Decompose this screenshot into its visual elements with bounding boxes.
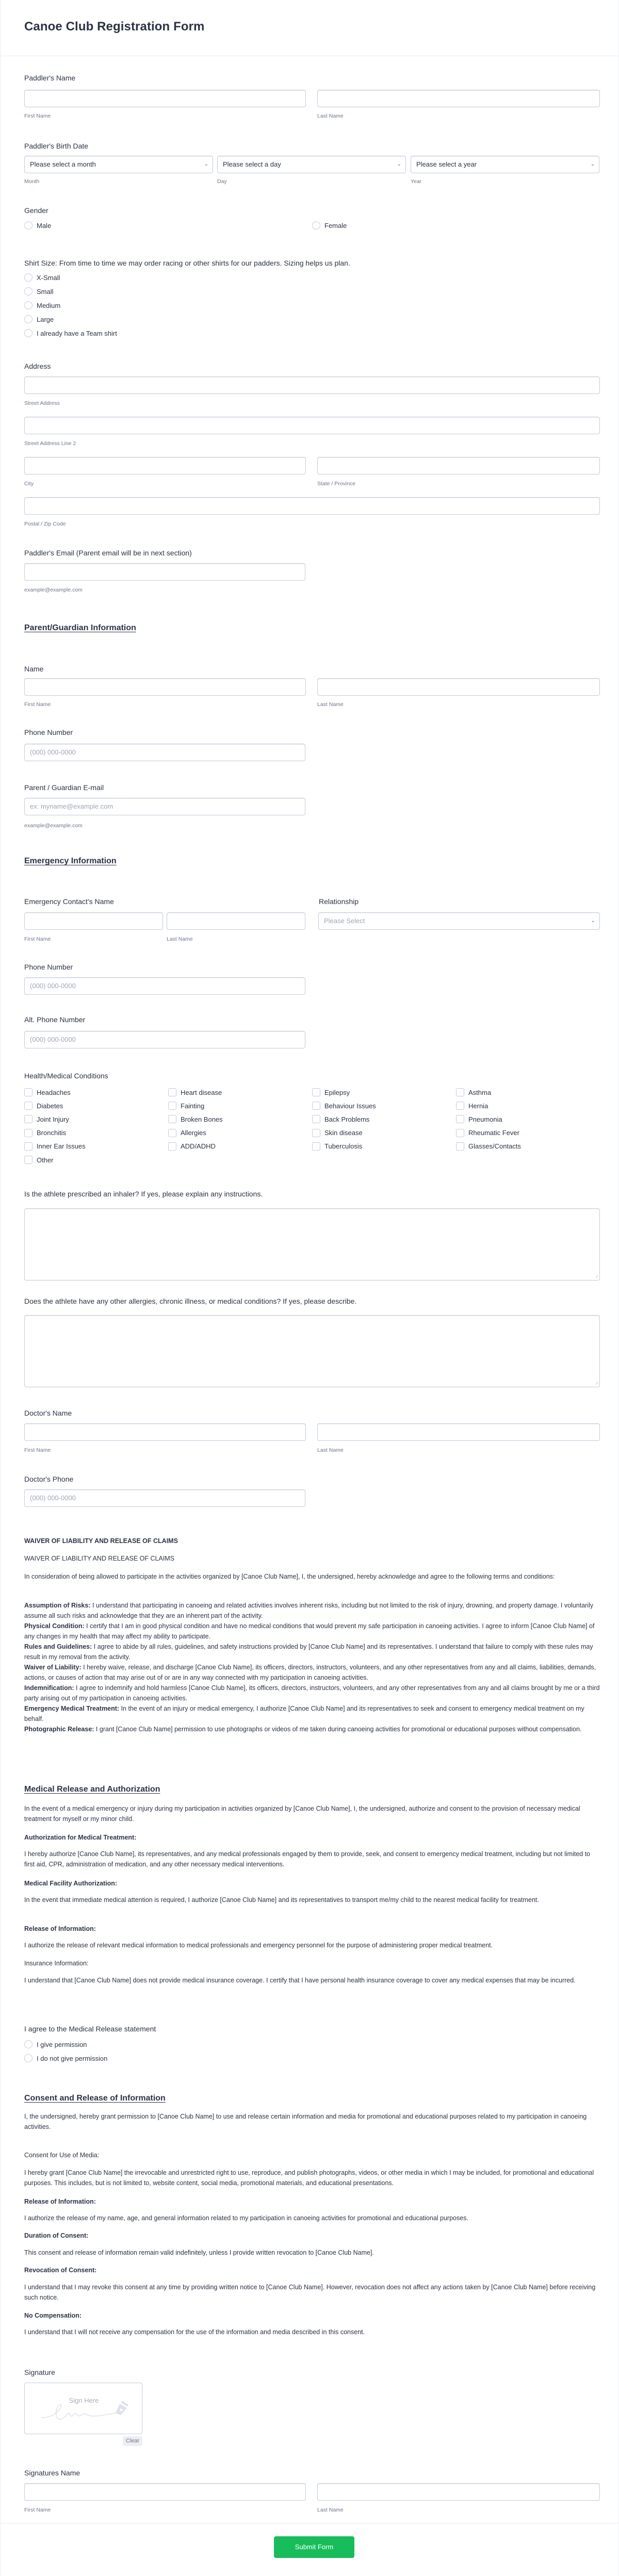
allergies-label: Does the athlete have any other allergies, chronic illness, or medical conditions? If yes, please describe. [24,1297,357,1305]
option-label: I give permission [37,2040,87,2048]
agree-option-give[interactable] [24,2040,87,2048]
month-select[interactable] [24,156,213,173]
waiver-heading: WAIVER OF LIABILITY AND RELEASE OF CLAIMS [24,1537,178,1545]
health-option-allergies[interactable] [168,1129,206,1137]
resize-handle-icon[interactable]: ∕∕ [596,1381,598,1386]
clause-title: Indemnification: [24,1684,74,1692]
clause-text: I understand that participating in canoeing and related activities involves inherent risks, including but not limited to the risk of injury, drowning, and property damage. I voluntarily assume all such risks and acknowledge that they are an inherent part of the activity. [24,1602,594,1619]
consent-release-text: I authorize the release of my name, age, and general information related to my participation in canoeing activities for promotional and educational purposes. [24,2214,468,2222]
allergies-textarea[interactable] [24,1315,600,1387]
waiver-clauses [24,1600,600,1734]
checkbox[interactable] [456,1088,464,1096]
health-option-skin-disease[interactable] [312,1129,363,1137]
insurance-title: Insurance Information: [24,1960,89,1967]
health-option-headaches[interactable] [24,1088,71,1096]
health-option-bronchitis[interactable] [24,1129,66,1137]
emergency-contact-label: Emergency Contact's Name [24,897,114,906]
option-label: Small [37,287,54,296]
gender-option-male[interactable] [24,221,51,229]
facility-title: Medical Facility Authorization: [24,1880,118,1887]
signature-label: Signature [24,2368,55,2376]
health-option-add-adhd[interactable] [168,1142,216,1151]
radio-button[interactable] [24,2054,32,2062]
chevron-down-icon: ⌄ [591,918,595,924]
health-option-joint-injury[interactable] [24,1115,69,1123]
duration-title: Duration of Consent: [24,2232,89,2239]
alt-phone-input[interactable]: (000) 000-0000 [24,1031,305,1048]
parent-guardian-heading: Parent/Guardian Information [24,624,136,632]
checkbox[interactable] [24,1115,32,1123]
alt-phone-label: Alt. Phone Number [24,1015,86,1024]
relationship-select[interactable] [318,912,600,930]
last-name-sublabel: Last Name [317,2507,344,2513]
paddler-last-name-input[interactable] [317,90,600,107]
relationship-label: Relationship [319,897,359,906]
clause-text: I agree to indemnify and hold harmless [Canoe Club Name], its officers, directors, instructors, volunteers, and any other representatives from any and all claims brought by me or a third party arising out of my participation in canoeing activities. [24,1684,600,1702]
zip-code-input[interactable] [24,497,600,515]
agree-label: I agree to the Medical Release statement [24,2025,156,2033]
option-label: Glasses/Contacts [468,1142,521,1151]
option-label: Heart disease [181,1088,222,1096]
health-option-hernia[interactable] [456,1102,488,1110]
inhaler-textarea[interactable] [24,1208,600,1281]
clause-title: Emergency Medical Treatment: [24,1705,120,1712]
option-label: X-Small [37,273,60,282]
month-select-value: Please select a month [30,160,96,168]
first-name-sublabel: First Name [24,936,51,942]
radio-button[interactable] [24,221,32,229]
parent-name-label: Name [24,665,44,673]
consent-heading: Consent and Release of Information [24,2094,166,2103]
checkbox[interactable] [168,1129,176,1137]
city-sublabel: City [24,481,34,487]
clause-text: I certify that I am in good physical condition and have no medical conditions that would prevent my safe participation in canoeing activities. I agree to inform [Canoe Club Name] of any changes in my health that may affect my ability to participate. [24,1622,595,1640]
health-option-rheumatic-fever[interactable] [456,1129,519,1137]
doctor-phone-label: Doctor's Phone [24,1475,74,1483]
health-option-broken-bones[interactable] [168,1115,223,1123]
doctor-phone-input[interactable]: (000) 000-0000 [24,1489,305,1507]
zip-code-sublabel: Postal / Zip Code [24,521,66,527]
last-name-sublabel: Last Name [167,936,193,942]
option-label: Inner Ear Issues [37,1142,86,1151]
compensation-text: I understand that I will not receive any compensation for the use of the information and media described in this consent. [24,2328,365,2336]
signature-pad[interactable] [24,2383,142,2434]
health-option-inner-ear-issues[interactable] [24,1142,86,1151]
submit-form-button[interactable]: Submit Form [274,2536,354,2558]
radio-button[interactable] [24,315,32,323]
compensation-title: No Compensation: [24,2312,82,2319]
street-address-sublabel: Street Address [24,400,60,406]
health-option-heart-disease[interactable] [168,1088,222,1096]
gender-option-female[interactable] [312,221,347,229]
checkbox[interactable] [24,1142,32,1151]
health-option-other[interactable] [24,1156,54,1164]
waiver-intro: In consideration of being allowed to participate in the activities organized by [Canoe Club Name], I, the undersigned, hereby acknowledge and agree to the following terms and conditions: [24,1573,555,1580]
clause-text: I grant [Canoe Club Name] permission to use photographs or videos of me taken during canoeing activities for promotional or educational purposes without compensation. [94,1726,582,1733]
form-title: Canoe Club Registration Form [24,20,205,34]
release-info-text: I authorize the release of relevant medical information to medical professionals and emergency personnel for the purpose of administering proper medical treatment. [24,1942,493,1949]
medical-release-intro: In the event of a medical emergency or injury during my participation in activities organized by [Canoe Club Name], I, the undersigned, authorize and consent to the provision of necessary medical treatment for myself or my minor child. [24,1805,580,1823]
health-conditions-label: Health/Medical Conditions [24,1072,108,1080]
day-sublabel: Day [217,178,227,185]
option-label: Broken Bones [181,1115,223,1123]
parent-email-label: Parent / Guardian E-mail [24,783,104,792]
option-label: Back Problems [324,1115,370,1123]
emergency-last-name-input[interactable] [167,912,305,930]
option-label: Diabetes [37,1102,63,1110]
auth-treatment-text: I hereby authorize [Canoe Club Name], its representatives, and any medical professionals engaged by them to provide, seek, and consent to emergency medical treatment, including but not limited to first aid, CPR, administration of medication, and any other necessary medical interventions. [24,1850,591,1868]
parent-email-sublabel: example@example.com [24,823,83,829]
health-option-fainting[interactable] [168,1102,204,1110]
option-label: ADD/ADHD [181,1142,216,1151]
checkbox[interactable] [24,1088,32,1096]
shirt-option-xsmall[interactable] [24,273,60,282]
radio-button[interactable] [24,2040,32,2048]
option-label: Headaches [37,1088,71,1096]
parent-phone-input[interactable]: (000) 000-0000 [24,744,305,761]
checkbox[interactable] [456,1129,464,1137]
option-label: Female [324,221,347,229]
waiver-subheading: WAIVER OF LIABILITY AND RELEASE OF CLAIMS [24,1555,175,1562]
shirt-option-team-shirt[interactable] [24,329,117,337]
health-option-back-problems[interactable] [312,1115,369,1123]
checkbox[interactable] [168,1088,176,1096]
day-select[interactable] [217,156,406,173]
paddler-email-sublabel: example@example.com [24,587,83,593]
waiver-clause [24,1724,600,1734]
facility-text: In the event that immediate medical attention is required, I authorize [Canoe Club Name] and its representatives to transport me/my child to the nearest medical facility for treatment. [24,1896,539,1904]
doctor-first-name-input[interactable] [24,1423,306,1441]
paddler-first-name-input[interactable] [24,90,306,107]
revocation-title: Revocation of Consent: [24,2267,97,2274]
checkbox[interactable] [24,1156,32,1164]
clause-title: Physical Condition: [24,1622,85,1630]
option-label: Allergies [181,1129,206,1137]
radio-button[interactable] [24,301,32,309]
option-label: Skin disease [324,1129,363,1137]
sign-here-text: Sign Here [69,2397,99,2404]
radio-button[interactable] [24,273,32,282]
shirt-option-medium[interactable] [24,301,60,309]
emergency-phone-label: Phone Number [24,963,73,971]
waiver-clause [24,1621,600,1642]
signer-last-name-input[interactable] [317,2483,600,2501]
consent-release-title: Release of Information: [24,2198,96,2205]
option-label: Pneumonia [468,1115,502,1123]
inhaler-label: Is the athlete prescribed an inhaler? If yes, please explain any instructions. [24,1190,263,1198]
waiver-clause [24,1703,600,1724]
gender-label: Gender [24,206,48,215]
option-label: Fainting [181,1102,205,1110]
shirt-option-small[interactable] [24,287,54,296]
year-sublabel: Year [411,178,422,185]
shirt-option-large[interactable] [24,315,54,323]
last-name-sublabel: Last Name [317,1447,344,1453]
option-label: I do not give permission [37,2054,108,2062]
last-name-sublabel: Last Name [317,701,344,708]
waiver-clause [24,1600,600,1621]
paddler-name-label: Paddler's Name [24,74,76,82]
medical-release-heading: Medical Release and Authorization [24,1785,160,1794]
clause-text: In the event of an injury or medical emergency, I authorize [Canoe Club Name] and its representatives to seek and consent to emergency medical treatment on my behalf. [24,1705,584,1722]
checkbox[interactable] [312,1088,320,1096]
clause-title: Waiver of Liability: [24,1664,82,1671]
paddler-email-input[interactable] [24,563,305,581]
checkbox[interactable] [24,1129,32,1137]
first-name-sublabel: First Name [24,113,51,119]
signature-scribble-icon [25,2383,143,2435]
option-label: Rheumatic Fever [468,1129,519,1137]
paddler-email-label: Paddler's Email (Parent email will be in next section) [24,549,192,557]
street-address-input[interactable] [24,376,600,394]
street-address-line2-sublabel: Street Address Line 2 [24,440,76,447]
emergency-phone-input[interactable]: (000) 000-0000 [24,977,305,995]
doctor-last-name-input[interactable] [317,1423,600,1441]
option-label: Epilepsy [324,1088,350,1096]
revocation-text: I understand that I may revoke this consent at any time by providing written notice to [Canoe Club Name]. However, revocation does not affect any actions taken by [Canoe Club Name] before receiving such notice. [24,2284,596,2301]
birth-date-label: Paddler's Birth Date [24,142,89,150]
checkbox[interactable] [456,1115,464,1123]
option-label: Behaviour Issues [324,1102,376,1110]
clause-title: Rules and Guidelines: [24,1643,92,1650]
media-title: Consent for Use of Media: [24,2152,100,2159]
month-sublabel: Month [24,178,40,185]
radio-button[interactable] [312,221,320,229]
first-name-sublabel: First Name [24,2507,51,2513]
option-label: Bronchitis [37,1129,67,1137]
option-label: Medium [37,301,61,309]
checkbox[interactable] [312,1129,320,1137]
state-sublabel: State / Province [317,481,356,487]
chevron-down-icon: ⌄ [397,161,401,167]
option-label: Tuberculosis [324,1142,363,1151]
checkbox[interactable] [24,1102,32,1110]
clause-title: Photographic Release: [24,1726,94,1733]
health-option-epilepsy[interactable] [312,1088,350,1096]
clause-title: Assumption of Risks: [24,1602,91,1609]
radio-button[interactable] [24,287,32,296]
release-info-title: Release of Information: [24,1925,96,1932]
year-select-value: Please select a year [416,160,477,168]
first-name-sublabel: First Name [24,1447,51,1453]
emergency-first-name-input[interactable] [24,912,163,930]
option-label: Hernia [468,1102,488,1110]
insurance-text: I understand that [Canoe Club Name] does not provide medical insurance coverage. I certify that I have personal health insurance coverage to cover any medical expenses that may be incurred. [24,1977,576,1984]
option-label: Other [37,1156,54,1164]
relationship-select-value: Please Select [324,917,365,925]
waiver-clause [24,1662,600,1683]
signatures-name-label: Signatures Name [24,2469,80,2477]
chevron-down-icon: ⌄ [204,161,208,167]
consent-intro: I, the undersigned, hereby grant permission to [Canoe Club Name] to use and release certain information and media for promotional and educational purposes related to my participation in canoeing activities. [24,2113,587,2130]
checkbox[interactable] [312,1142,320,1151]
clause-text: I agree to abide by all rules, guidelines, and safety instructions provided by [Canoe Club Name] and its representatives. I understand that failure to comply with these rules may result in my removal from the activity. [24,1643,593,1661]
city-input[interactable] [24,457,306,474]
option-label: Male [37,221,52,229]
media-text: I hereby grant [Canoe Club Name] the irrevocable and unrestricted right to use, reproduce, and publish photographs, videos, or other media in which I may be included, for promotional and educational purposes. This includes, but is not limited to, website content, social media, promotional materials, and educational presentations. [24,2169,594,2187]
doctor-name-label: Doctor's Name [24,1409,72,1417]
option-label: Joint Injury [37,1115,69,1123]
checkbox[interactable] [312,1115,320,1123]
street-address-line2-input[interactable] [24,417,600,434]
parent-email-input[interactable]: ex: myname@example.com [24,798,305,815]
parent-last-name-input[interactable] [317,678,600,696]
last-name-sublabel: Last Name [317,113,344,119]
resize-handle-icon[interactable]: ∕∕ [596,1274,598,1279]
parent-first-name-input[interactable] [24,678,306,696]
health-option-glasses-contacts[interactable] [456,1142,521,1151]
signer-first-name-input[interactable] [24,2483,306,2501]
waiver-clause [24,1683,600,1703]
option-label: Asthma [468,1088,492,1096]
waiver-clause [24,1642,600,1662]
auth-treatment-title: Authorization for Medical Treatment: [24,1834,137,1841]
health-option-behaviour-issues[interactable] [312,1102,376,1110]
state-input[interactable] [317,457,600,474]
health-option-pneumonia[interactable] [456,1115,502,1123]
clear-signature-button[interactable]: Clear [123,2436,142,2446]
shirt-size-label: Shirt Size: From time to time we may order racing or other shirts for our padders. Sizing helps us plan. [24,259,350,267]
emergency-heading: Emergency Information [24,857,117,865]
agree-option-not-give[interactable] [24,2054,107,2062]
checkbox[interactable] [168,1115,176,1123]
clause-text: I hereby waive, release, and discharge [Canoe Club Name], its officers, directors, instructors, volunteers, and any other representatives from any and all claims, liabilities, demands, actions, or causes of action that may arise out of or are in any way connected with my participation in canoeing activities. [24,1664,596,1681]
address-label: Address [24,362,51,370]
first-name-sublabel: First Name [24,701,51,708]
radio-button[interactable] [24,329,32,337]
chevron-down-icon: ⌄ [590,161,595,167]
health-option-asthma[interactable] [456,1088,491,1096]
option-label: Large [37,315,54,323]
year-select[interactable] [411,156,599,173]
checkbox[interactable] [456,1102,464,1110]
checkbox[interactable] [456,1142,464,1151]
parent-phone-label: Phone Number [24,728,73,736]
checkbox[interactable] [168,1102,176,1110]
day-select-value: Please select a day [223,160,281,168]
checkbox[interactable] [168,1142,176,1151]
duration-text: This consent and release of information remain valid indefinitely, unless I provide written revocation to [Canoe Club Name]. [24,2249,374,2256]
option-label: I already have a Team shirt [37,329,117,337]
health-option-tuberculosis[interactable] [312,1142,362,1151]
health-option-diabetes[interactable] [24,1102,63,1110]
checkbox[interactable] [312,1102,320,1110]
